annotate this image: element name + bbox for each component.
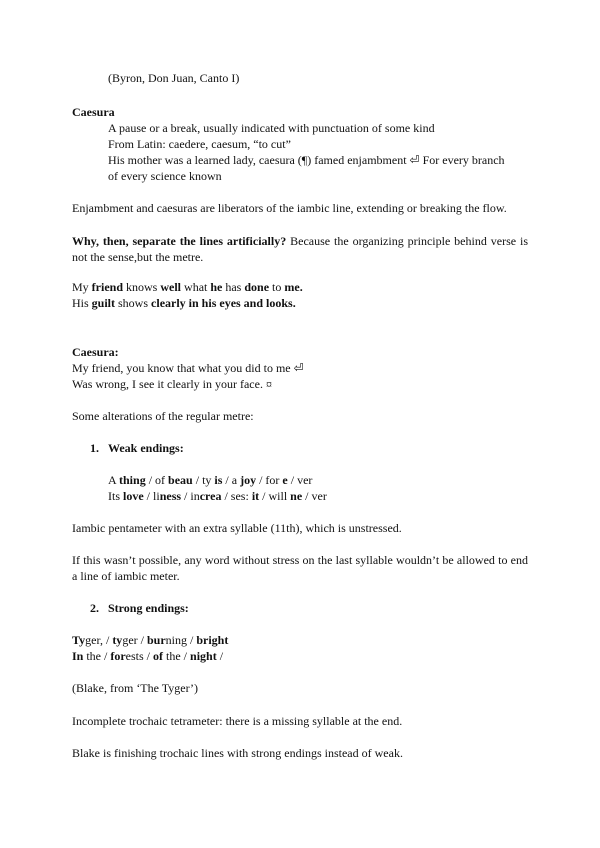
verse-segment: / will	[259, 489, 291, 503]
verse-segment: beau	[168, 473, 193, 487]
verse-segment: of	[153, 649, 164, 663]
verse-segment: to	[269, 280, 285, 294]
weak-scansion-line-2	[108, 488, 327, 504]
caesura-definition: A pause or a break, usually indicated with punctuation of some kind	[108, 121, 435, 135]
verse-segment: crea	[199, 489, 222, 503]
example-line-2	[72, 295, 296, 311]
verse-segment: ger /	[122, 633, 147, 647]
verse-segment: e	[282, 473, 288, 487]
why-answer: Because the organizing principle behind verse is not the sense,but the metre.	[72, 234, 528, 264]
caesura-etymology: From Latin: caedere, caesum, “to cut”	[108, 137, 291, 151]
verse-segment: the /	[83, 649, 111, 663]
weak-note: If this wasn’t possible, any word without stress on the last syllable wouldn’t be allowed to end a line of iambic meter.	[72, 553, 528, 583]
verse-segment: bur	[146, 633, 166, 647]
verse-segment: A	[108, 473, 120, 487]
weak-explanation: Iambic pentameter with an extra syllable (11th), which is unstressed.	[72, 521, 402, 535]
verse-segment: what	[181, 280, 211, 294]
verse-segment: shows	[115, 296, 152, 310]
strong-scansion-line-1	[72, 632, 228, 648]
verse-segment: it	[251, 489, 260, 503]
strong-scansion-line-2	[72, 648, 223, 664]
verse-segment: well	[160, 280, 182, 294]
verse-segment: / ses:	[221, 489, 252, 503]
verse-segment: done	[244, 280, 270, 294]
verse-segment: /	[216, 649, 224, 663]
verse-segment: he	[210, 280, 223, 294]
weak-scansion-line-1	[108, 472, 312, 488]
verse-segment: knows	[123, 280, 161, 294]
verse-segment: / a	[222, 473, 241, 487]
verse-segment: / ver	[287, 473, 313, 487]
verse-segment: clearly in his eyes and looks.	[151, 296, 296, 310]
weak-endings-number: 1.	[90, 441, 99, 455]
strong-endings-number: 2.	[90, 601, 99, 615]
caesura-example-verse-1: My friend, you know that what you did to me ⏎	[72, 361, 304, 375]
verse-segment: bright	[196, 633, 229, 647]
verse-segment: ty	[112, 633, 123, 647]
verse-segment: ger, /	[85, 633, 113, 647]
strong-endings-heading: Strong endings:	[108, 601, 189, 615]
verse-segment: / in	[181, 489, 200, 503]
strong-explanation: Incomplete trochaic tetrameter: there is a missing syllable at the end.	[72, 714, 403, 728]
weak-endings-heading: Weak endings:	[108, 441, 184, 455]
why-paragraph	[72, 233, 528, 265]
citation-byron: (Byron, Don Juan, Canto I)	[108, 71, 240, 85]
verse-segment: Its	[108, 489, 123, 503]
verse-segment: is	[214, 473, 223, 487]
verse-segment: friend	[91, 280, 124, 294]
verse-segment: /	[143, 489, 154, 503]
why-question: Why, then, separate the lines artificially?	[72, 234, 287, 248]
verse-segment: the /	[163, 649, 191, 663]
caesura-example-line2: of every science known	[108, 169, 222, 183]
verse-segment: night	[190, 649, 217, 663]
verse-segment: My	[72, 280, 92, 294]
verse-segment: / of	[145, 473, 169, 487]
verse-segment: ne	[290, 489, 303, 503]
caesura-heading: Caesura	[72, 105, 115, 119]
verse-segment: love	[123, 489, 144, 503]
verse-segment: Ty	[72, 633, 86, 647]
verse-segment: His	[72, 296, 92, 310]
verse-segment: ning /	[165, 633, 197, 647]
verse-segment: In	[72, 649, 84, 663]
verse-segment: for	[110, 649, 126, 663]
caesura-example-verse-2: Was wrong, I see it clearly in your face. ¤	[72, 377, 272, 391]
verse-segment: me.	[284, 280, 303, 294]
verse-segment: / ver	[302, 489, 327, 503]
caesura-example-line1: His mother was a learned lady, caesura (¶) famed enjambment ⏎ For every branch	[108, 153, 505, 167]
verse-segment: has	[222, 280, 245, 294]
verse-segment: li	[153, 489, 160, 503]
alterations-intro: Some alterations of the regular metre:	[72, 409, 254, 423]
verse-segment: / ty	[192, 473, 215, 487]
verse-segment: thing	[119, 473, 146, 487]
example-line-1	[72, 279, 303, 295]
caesura-example-heading: Caesura:	[72, 345, 119, 359]
verse-segment: guilt	[91, 296, 116, 310]
verse-segment: / for	[256, 473, 283, 487]
verse-segment: ness	[159, 489, 182, 503]
strong-note: Blake is finishing trochaic lines with strong endings instead of weak.	[72, 746, 403, 760]
liberators-paragraph: Enjambment and caesuras are liberators of the iambic line, extending or breaking the flow.	[72, 201, 507, 215]
citation-blake: (Blake, from ‘The Tyger’)	[72, 681, 198, 695]
verse-segment: joy	[240, 473, 257, 487]
verse-segment: ests /	[125, 649, 154, 663]
